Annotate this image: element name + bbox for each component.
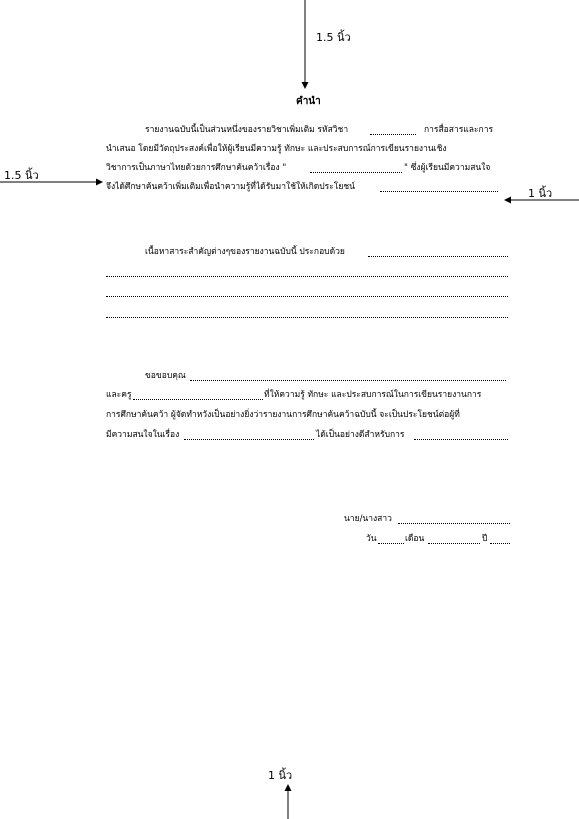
intro-line-2: นำเสนอ โดยมีวัตถุประสงค์เพื่อให้ผู้เรียนมีความรู้ ทักษะ และประสบการณ์การเขียนรายงานเชิง	[106, 144, 447, 154]
intro-line-1a: รายงานฉบับนี้เป็นส่วนหนึ่งของรายวิชาเพิ่มเติม รหัสวิชา	[145, 125, 349, 135]
teacher-blank	[133, 399, 263, 400]
left-margin-label: 1.5 นิ้ว	[4, 169, 39, 182]
content-blank-3	[106, 296, 508, 297]
name-label: นาย/นางสาว	[344, 514, 392, 524]
day-blank	[378, 543, 404, 544]
month-label: เดือน	[405, 534, 425, 544]
content-blank-4	[106, 317, 508, 318]
page-title: คำนำ	[296, 96, 321, 107]
topic-blank	[310, 172, 402, 173]
thanks-line-4a: มีความสนใจในเรื่อง	[106, 430, 180, 440]
thanks-end-blank	[414, 439, 508, 440]
intro-line-4: จึงได้ศึกษาค้นคว้าเพิ่มเติมเพื่อนำความรู้ที่ได้รับมาใช้ให้เกิดประโยชน์	[106, 182, 355, 192]
name-blank	[398, 523, 510, 524]
thanks-line-1: ขอขอบคุณ	[145, 371, 186, 381]
interest-blank	[184, 439, 314, 440]
content-blank-1	[368, 256, 508, 257]
intro-end-blank	[380, 191, 498, 192]
year-label: ปี	[482, 534, 488, 544]
thanks-blank-1	[190, 380, 506, 381]
bottom-margin-label: 1 นิ้ว	[268, 769, 293, 782]
intro-line-1b: การสื่อสารและการ	[424, 125, 494, 135]
top-margin-label: 1.5 นิ้ว	[316, 31, 351, 44]
thanks-line-2b: ที่ให้ความรู้ ทักษะ และประสบการณ์ในการเขียนรายงานการ	[264, 390, 482, 400]
year-blank	[490, 543, 510, 544]
intro-line-3b: " ซึ่งผู้เรียนมีความสนใจ	[404, 163, 491, 173]
thanks-line-3: การศึกษาค้นคว้า ผู้จัดทำหวังเป็นอย่างยิ่งว่ารายงานการศึกษาค้นคว้าฉบับนี้ จะเป็นประโยชน์ต่อผู้ที่	[106, 410, 460, 420]
month-blank	[428, 543, 480, 544]
right-margin-label: 1 นิ้ว	[528, 187, 553, 200]
intro-line-3a: วิชาการเป็นภาษาไทยด้วยการศึกษาค้นคว้าเรื่อง "	[106, 163, 287, 173]
day-label: วัน	[366, 534, 377, 544]
course-code-blank	[370, 134, 416, 135]
content-line-1: เนื้อหาสาระสำคัญต่างๆของรายงานฉบับนี้ ประกอบด้วย	[145, 247, 345, 257]
thanks-line-2a: และครู	[106, 390, 132, 400]
content-blank-2	[106, 276, 508, 277]
thanks-line-4b: ได้เป็นอย่างดีสำหรับการ	[316, 430, 405, 440]
